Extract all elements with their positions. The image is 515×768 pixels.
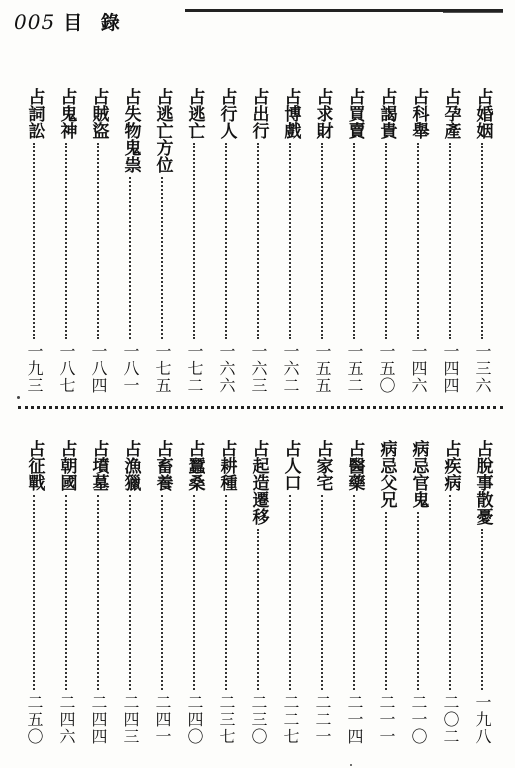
toc-entry-title: 占失物鬼祟 xyxy=(120,88,141,173)
toc-section-upper xyxy=(18,88,498,394)
dot-leader xyxy=(353,143,355,339)
toc-entry-title: 占墳墓 xyxy=(88,440,109,491)
toc-entry-title: 占博戲 xyxy=(280,88,301,139)
section-divider xyxy=(18,406,503,409)
toc-entry xyxy=(178,440,210,745)
toc-entry-title: 占出行 xyxy=(248,88,269,139)
toc-entry xyxy=(82,88,114,394)
toc-entry-page: 二一一 xyxy=(377,694,396,745)
toc-entry-page: 二一四 xyxy=(345,694,364,745)
toc-entry xyxy=(466,88,498,394)
toc-entry-title: 占謁貴 xyxy=(376,88,397,139)
dot-leader xyxy=(65,143,67,339)
toc-entry-page: 一六二 xyxy=(281,343,300,394)
scan-speck xyxy=(17,396,20,399)
toc-entry-title: 占求財 xyxy=(312,88,333,139)
dot-leader xyxy=(385,143,387,339)
dot-leader xyxy=(417,143,419,339)
toc-entry xyxy=(338,440,370,745)
toc-entry-page: 一八一 xyxy=(121,343,140,394)
toc-entry xyxy=(18,440,50,745)
toc-entry xyxy=(146,88,178,394)
toc-entry-page: 一五〇 xyxy=(377,343,396,394)
dot-leader xyxy=(33,495,35,690)
toc-entry-page: 一五五 xyxy=(313,343,332,394)
toc-entry-page: 一八七 xyxy=(57,343,76,394)
toc-entry xyxy=(402,88,434,394)
toc-entry xyxy=(146,440,178,745)
toc-entry-page: 一六三 xyxy=(249,343,268,394)
dot-leader xyxy=(289,495,291,690)
toc-entry xyxy=(50,88,82,394)
toc-entry-title: 占婚姻 xyxy=(472,88,493,139)
toc-entry-page: 一八四 xyxy=(89,343,108,394)
toc-entry xyxy=(274,440,306,745)
toc-entry-page: 一五二 xyxy=(345,343,364,394)
dot-leader xyxy=(65,495,67,690)
toc-entry-page: 一九八 xyxy=(473,694,492,745)
dot-leader xyxy=(97,495,99,690)
toc-entry-title: 占醫藥 xyxy=(344,440,365,491)
page-number: 005 xyxy=(14,10,56,34)
toc-entry-title: 占詞訟 xyxy=(24,88,45,139)
toc-entry-title: 占征戰 xyxy=(24,440,45,491)
dot-leader xyxy=(193,143,195,339)
dot-leader xyxy=(257,529,259,690)
dot-leader xyxy=(449,143,451,339)
toc-entry-page: 二二一 xyxy=(313,694,332,745)
toc-entry-page: 二四〇 xyxy=(185,694,204,745)
toc-entry-page: 二〇二 xyxy=(441,694,460,745)
dot-leader xyxy=(129,177,131,339)
toc-entry xyxy=(370,88,402,394)
toc-entry-title: 占逃亡 xyxy=(184,88,205,139)
toc-entry xyxy=(306,88,338,394)
toc-entry xyxy=(114,440,146,745)
dot-leader xyxy=(289,143,291,339)
toc-entry xyxy=(18,88,50,394)
toc-entry-page: 二四六 xyxy=(57,694,76,745)
top-rule xyxy=(185,9,503,12)
toc-entry-title: 占科舉 xyxy=(408,88,429,139)
dot-leader xyxy=(385,512,387,690)
dot-leader xyxy=(449,495,451,690)
toc-entry-title: 占孕產 xyxy=(440,88,461,139)
toc-entry xyxy=(274,88,306,394)
toc-entry xyxy=(338,88,370,394)
toc-entry-page: 二四一 xyxy=(153,694,172,745)
toc-entry-title: 病忌官鬼 xyxy=(408,440,429,508)
toc-entry xyxy=(242,88,274,394)
toc-entry-title: 占人口 xyxy=(280,440,301,491)
dot-leader xyxy=(33,143,35,339)
toc-entry xyxy=(434,440,466,745)
toc-entry xyxy=(242,440,274,745)
scan-speck xyxy=(350,764,352,766)
dot-leader xyxy=(225,495,227,690)
toc-entry-page: 二三〇 xyxy=(249,694,268,745)
dot-leader xyxy=(161,177,163,339)
dot-leader xyxy=(353,495,355,690)
dot-leader xyxy=(129,495,131,690)
toc-entry-title: 占家宅 xyxy=(312,440,333,491)
toc-entry-page: 二三七 xyxy=(217,694,236,745)
toc-entry xyxy=(434,88,466,394)
toc-entry-page: 二五〇 xyxy=(25,694,44,745)
dot-leader xyxy=(97,143,99,339)
toc-entry-page: 一四六 xyxy=(409,343,428,394)
dot-leader xyxy=(257,143,259,339)
toc-entry-title: 占朝國 xyxy=(56,440,77,491)
toc-entry xyxy=(402,440,434,745)
toc-entry xyxy=(210,88,242,394)
toc-entry-title: 占畜養 xyxy=(152,440,173,491)
toc-entry-title: 占行人 xyxy=(216,88,237,139)
dot-leader xyxy=(417,512,419,690)
toc-entry-page: 一九三 xyxy=(25,343,44,394)
toc-entry-page: 一七五 xyxy=(153,343,172,394)
toc-entry xyxy=(114,88,146,394)
toc-entry xyxy=(210,440,242,745)
toc-entry-page: 二四三 xyxy=(121,694,140,745)
toc-entry-page: 二四四 xyxy=(89,694,108,745)
toc-entry-title: 占鬼神 xyxy=(56,88,77,139)
toc-entry xyxy=(466,440,498,745)
toc-entry-page: 一三六 xyxy=(473,343,492,394)
dot-leader xyxy=(321,143,323,339)
toc-entry-title: 病忌父兄 xyxy=(376,440,397,508)
toc-section-lower xyxy=(18,440,498,745)
toc-entry-title: 占起造遷移 xyxy=(248,440,269,525)
toc-entry-page: 二一〇 xyxy=(409,694,428,745)
toc-entry-title: 占逃亡方位 xyxy=(152,88,173,173)
toc-entry-title: 占賊盜 xyxy=(88,88,109,139)
page-header xyxy=(14,8,126,38)
toc-entry-page: 一六六 xyxy=(217,343,236,394)
toc-entry-title: 占漁獵 xyxy=(120,440,141,491)
toc-entry-title: 占脫事散憂 xyxy=(472,440,493,525)
dot-leader xyxy=(481,529,483,690)
dot-leader xyxy=(225,143,227,339)
toc-entry-title: 占買賣 xyxy=(344,88,365,139)
page-title: 目 錄 xyxy=(63,12,126,34)
dot-leader xyxy=(481,143,483,339)
toc-entry-title: 占疾病 xyxy=(440,440,461,491)
toc-entry-title: 占蠶桑 xyxy=(184,440,205,491)
toc-entry xyxy=(178,88,210,394)
toc-entry xyxy=(50,440,82,745)
dot-leader xyxy=(321,495,323,690)
toc-entry xyxy=(82,440,114,745)
toc-entry-title: 占耕種 xyxy=(216,440,237,491)
dot-leader xyxy=(193,495,195,690)
toc-entry-page: 一四四 xyxy=(441,343,460,394)
toc-entry-page: 一七二 xyxy=(185,343,204,394)
dot-leader xyxy=(161,495,163,690)
toc-entry xyxy=(370,440,402,745)
toc-entry xyxy=(306,440,338,745)
toc-entry-page: 二二七 xyxy=(281,694,300,745)
